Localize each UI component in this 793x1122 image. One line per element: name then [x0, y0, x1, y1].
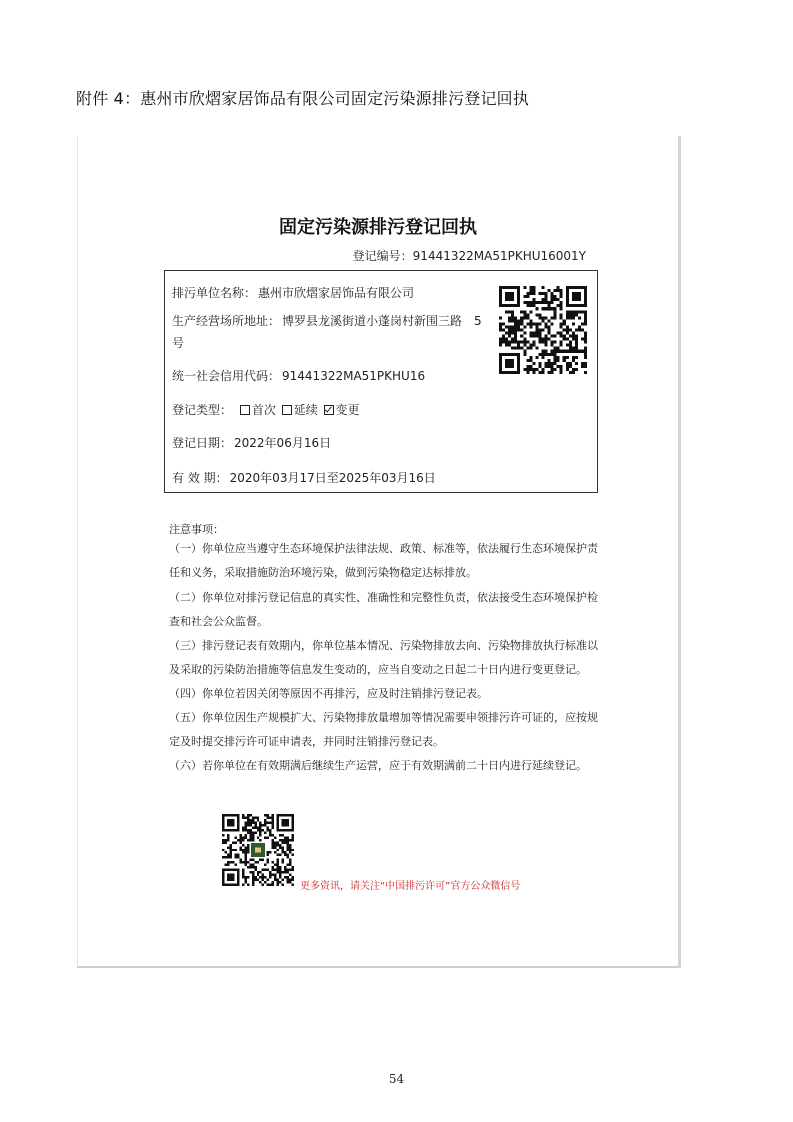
credit-code-row — [172, 367, 425, 384]
validity-label: 有 效 期： — [172, 471, 228, 485]
unit-name-row — [172, 284, 414, 301]
credit-code-label: 统一社会信用代码： — [172, 369, 281, 383]
qr-code-icon — [499, 286, 587, 374]
attachment-caption: 附件 4：惠州市欣熠家居饰品有限公司固定污染源排污登记回执 — [76, 89, 530, 108]
notice-item-2 — [169, 586, 609, 633]
receipt-card — [77, 136, 681, 968]
notice-item-5-line-1: （五）你单位因生产规模扩大、污染物排放量增加等情况需要申领排污许可证的，应按规 — [169, 711, 598, 724]
checkbox-renewal — [282, 405, 292, 415]
credit-code-value: 91441322MA51PKHU16 — [282, 369, 426, 383]
registration-date-value: 2022年06月16日 — [234, 436, 332, 450]
registration-number-label: 登记编号： — [352, 249, 413, 263]
notice-item-6 — [169, 754, 609, 778]
checkbox-first-time — [240, 405, 250, 415]
address-row — [172, 312, 482, 329]
address-value-line1: 博罗县龙溪街道小蓬岗村新围三路 5 — [282, 314, 482, 328]
page-number: 54 — [388, 1072, 405, 1086]
notice-item-2-line-2: 查和社会公众监督。 — [169, 614, 268, 628]
notice-item-5-line-2: 定及时提交排污许可证申请表，并同时注销排污登记表。 — [169, 734, 444, 748]
unit-name-label: 排污单位名称： — [172, 286, 257, 300]
notice-item-3-line-1: （三）排污登记表有效期内，你单位基本情况、污染物排放去向、污染物排放执行标准以 — [169, 639, 598, 652]
checkbox-change-checked — [324, 405, 334, 415]
registration-number — [353, 247, 586, 264]
notice-item-4-line-1: （四）你单位若因关闭等原因不再排污，应及时注销排污登记表。 — [169, 687, 488, 700]
registration-number-value: 91441322MA51PKHU16001Y — [412, 249, 586, 263]
notice-item-5 — [169, 706, 609, 753]
wechat-follow-note: 更多资讯，请关注“中国排污许可”官方公众微信号 — [300, 881, 521, 892]
notice-item-3-line-2: 及采取的污染防治措施等信息发生变动的，应当自变动之日起二十日内进行变更登记。 — [169, 662, 587, 676]
registration-type-label: 登记类型： — [172, 403, 233, 417]
notice-heading: 注意事项： — [169, 523, 224, 536]
option-first-time-label: 首次 — [251, 403, 276, 417]
notice-item-1-line-1: （一）你单位应当遵守生态环境保护法律法规、政策、标准等，依法履行生态环境保护责 — [169, 542, 598, 555]
notice-item-1-line-2: 任和义务，采取措施防治环境污染，做到污染物稳定达标排放。 — [169, 565, 477, 579]
validity-row — [172, 469, 436, 486]
address-label: 生产经营场所地址： — [172, 314, 281, 328]
wechat-qr-code-icon — [220, 814, 296, 886]
registration-date-label: 登记日期： — [172, 436, 233, 450]
option-renewal-label: 延续 — [293, 403, 318, 417]
notice-item-2-line-1: （二）你单位对排污登记信息的真实性、准确性和完整性负责，依法接受生态环境保护检 — [169, 591, 598, 604]
receipt-title: 固定污染源排污登记回执 — [279, 217, 477, 238]
notice-item-6-line-1: （六）若你单位在有效期满后继续生产运营，应于有效期满前二十日内进行延续登记。 — [169, 759, 587, 772]
option-change-label: 变更 — [335, 403, 360, 417]
address-value-line2: 号 — [172, 336, 185, 350]
validity-value: 2020年03月17日至2025年03月16日 — [229, 471, 436, 485]
notice-item-1 — [169, 537, 609, 584]
unit-name-value: 惠州市欣熠家居饰品有限公司 — [258, 286, 415, 300]
notice-item-3 — [169, 634, 609, 681]
registration-date-row — [172, 434, 331, 451]
notice-item-4 — [169, 682, 609, 706]
registration-type-row — [172, 401, 360, 418]
address-row-continued — [172, 334, 184, 351]
